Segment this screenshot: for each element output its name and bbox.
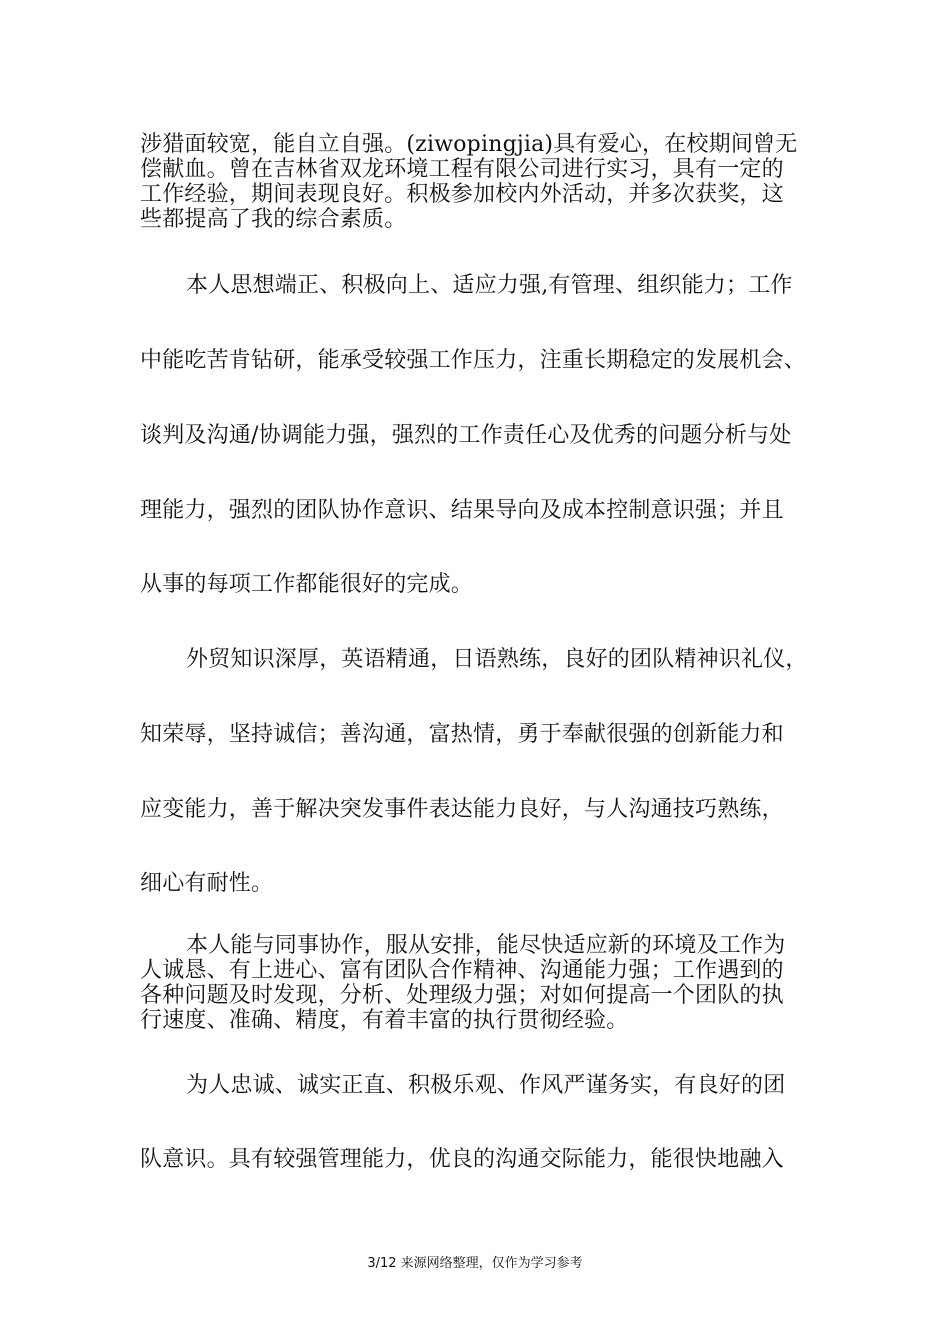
paragraph-4-line-4: 行速度、准确、精度，有着丰富的执行贯彻经验。: [140, 1008, 629, 1033]
page-footer: 3/12 来源网络整理，仅作为学习参考: [367, 1256, 583, 1271]
paragraph-2-line-4: 理能力，强烈的团队协作意识、结果导向及成本控制意识强；并且: [140, 498, 784, 523]
paragraph-1-line-3: 工作经验，期间表现良好。积极参加校内外活动，并多次获奖，这: [140, 182, 784, 207]
paragraph-1-line-2: 偿献血。曾在吉林省双龙环境工程有限公司进行实习，具有一定的: [140, 157, 784, 182]
paragraph-3-line-3: 应变能力，善于解决突发事件表达能力良好，与人沟通技巧熟练，: [140, 797, 784, 822]
paragraph-3-line-1: 外贸知识深厚，英语精通，日语熟练，良好的团队精神识礼仪，: [186, 647, 808, 672]
paragraph-4-line-3: 各种问题及时发现，分析、处理级力强；对如何提高一个团队的执: [140, 983, 784, 1008]
paragraph-2-line-2: 中能吃苦肯钻研，能承受较强工作压力，注重长期稳定的发展机会、: [140, 348, 807, 373]
paragraph-3-line-2: 知荣辱，坚持诚信；善沟通，富热情，勇于奉献很强的创新能力和: [140, 722, 784, 747]
paragraph-2-line-5: 从事的每项工作都能很好的完成。: [140, 572, 474, 597]
paragraph-5-line-2: 队意识。具有较强管理能力，优良的沟通交际能力，能很快地融入: [140, 1147, 784, 1172]
paragraph-4-line-1: 本人能与同事协作，服从安排，能尽快适应新的环境及工作为: [186, 933, 786, 958]
paragraph-1-line-4: 些都提高了我的综合素质。: [140, 207, 407, 232]
paragraph-1-line-1: 涉猎面较宽，能自立自强。(ziwopingjia)具有爱心，在校期间曾无: [140, 132, 798, 157]
paragraph-2-line-1: 本人思想端正、积极向上、适应力强,有管理、组织能力；工作: [186, 273, 793, 298]
paragraph-2-line-3: 谈判及沟通/协调能力强，强烈的工作责任心及优秀的问题分析与处: [140, 423, 792, 448]
paragraph-4-line-2: 人诚恳、有上进心、富有团队合作精神、沟通能力强；工作遇到的: [140, 958, 784, 983]
paragraph-3-line-4: 细心有耐性。: [140, 871, 274, 896]
paragraph-5-line-1: 为人忠诚、诚实正直、积极乐观、作风严谨务实，有良好的团: [186, 1073, 786, 1098]
